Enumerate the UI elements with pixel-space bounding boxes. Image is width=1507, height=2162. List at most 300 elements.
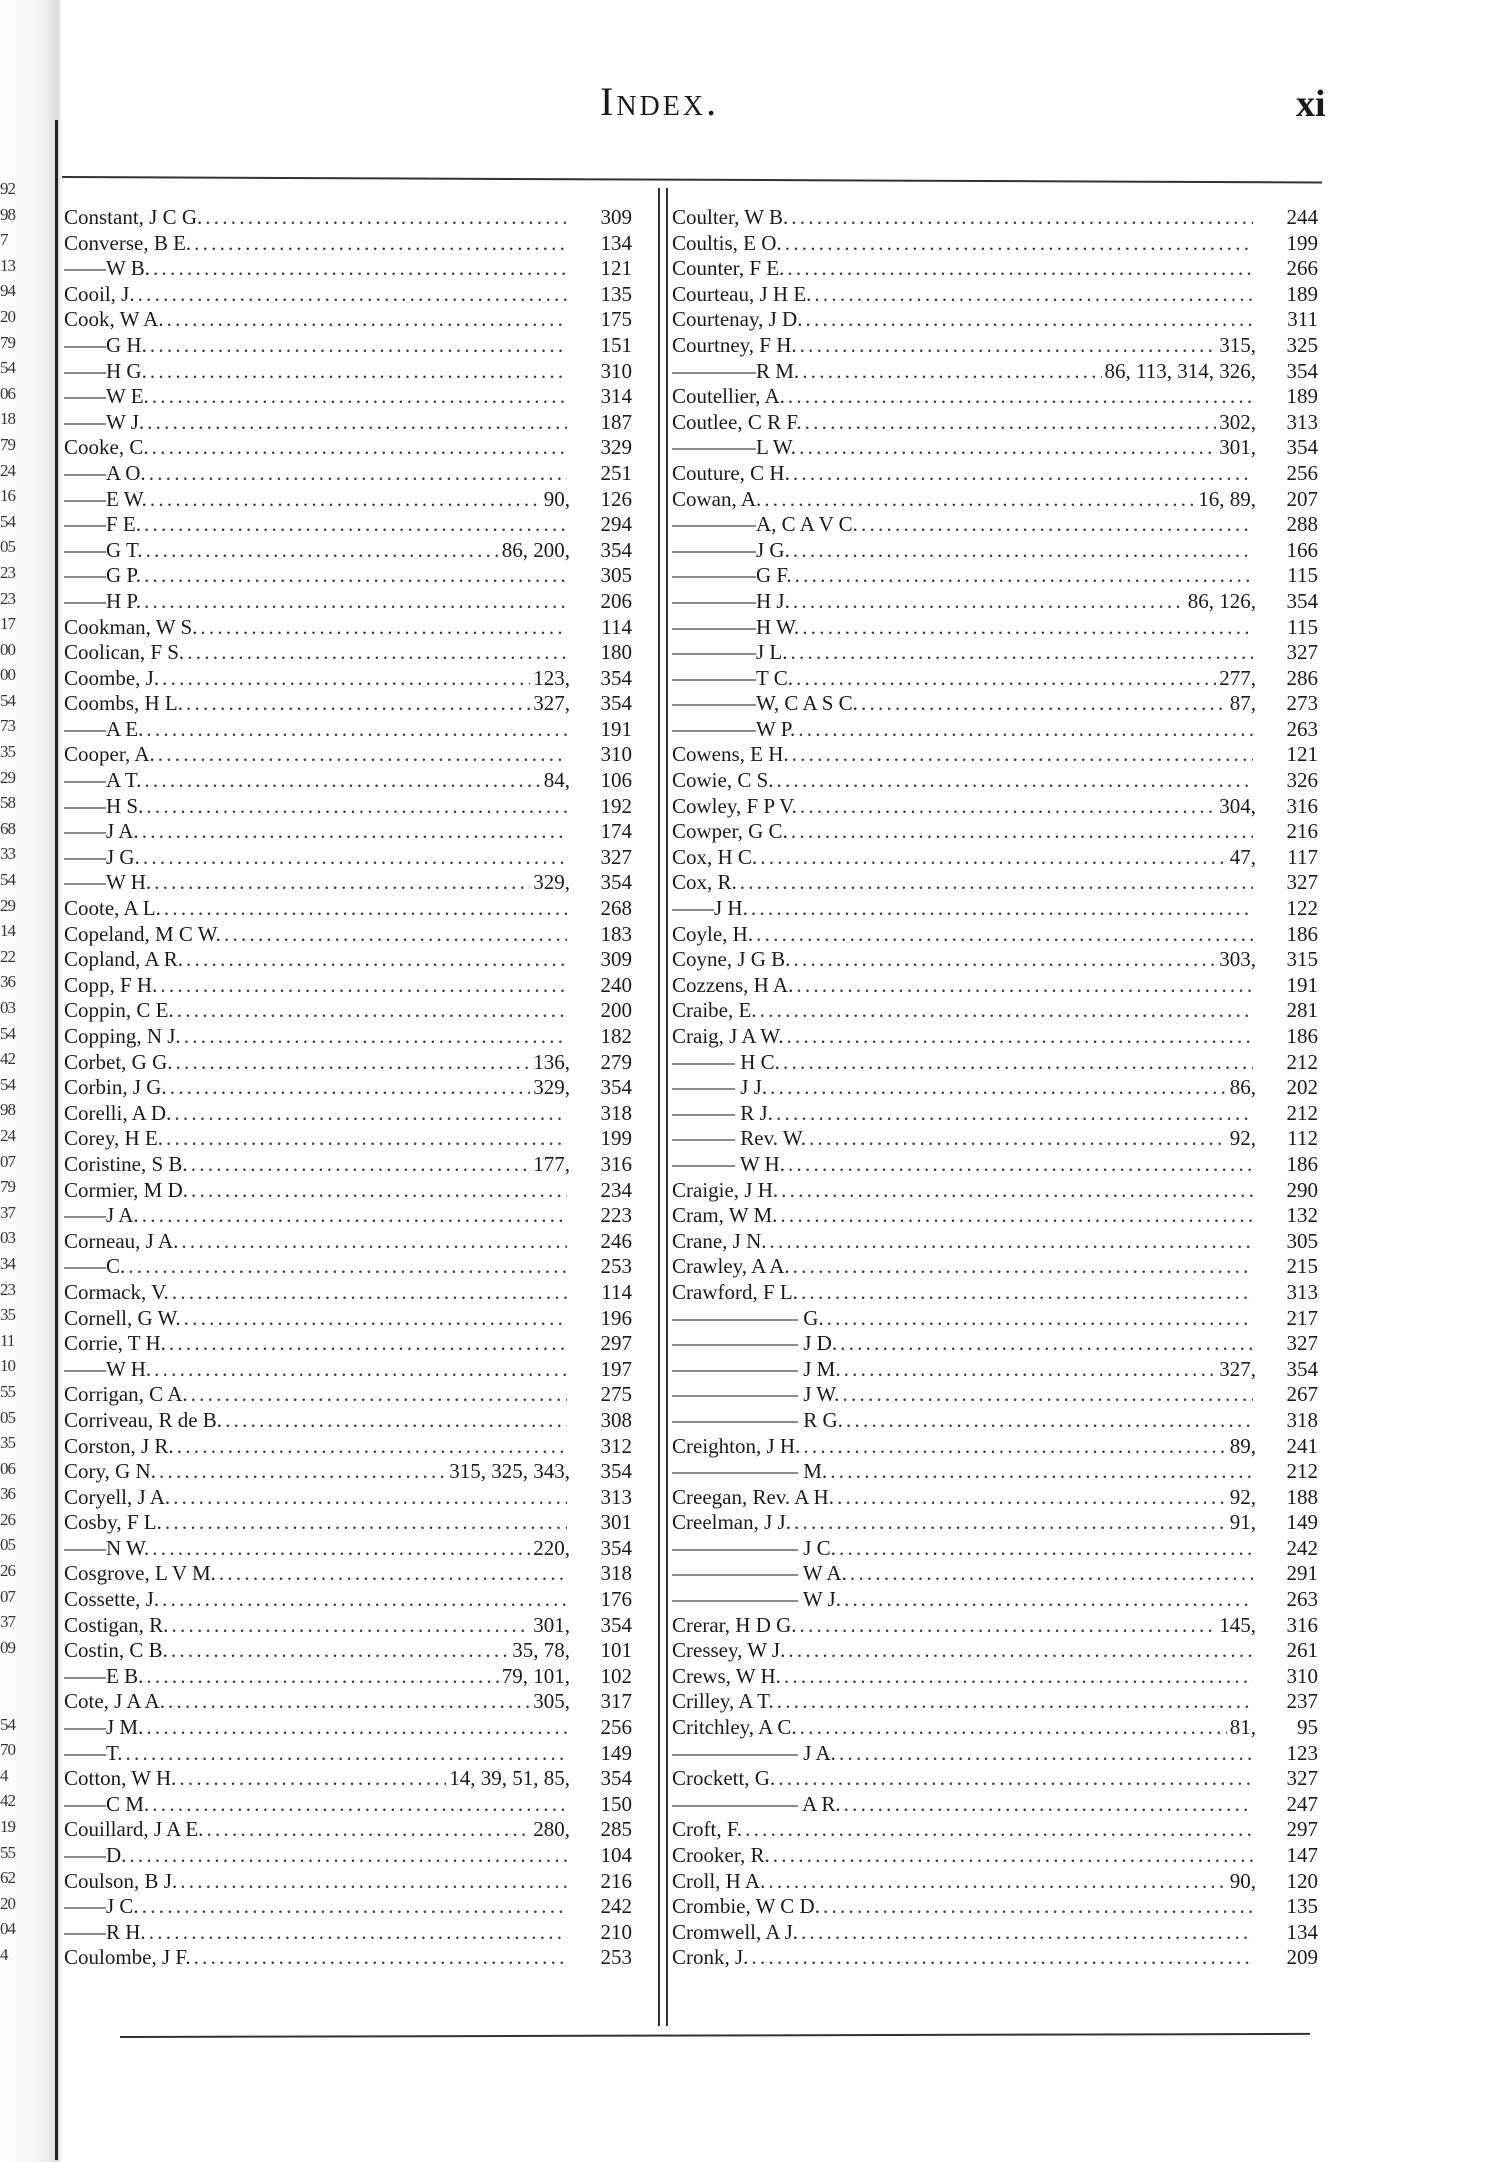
margin-fragment: 05: [0, 1407, 15, 1427]
entry-name: ————G F.: [672, 563, 792, 588]
entry-page-number: 316: [600, 1151, 632, 1176]
dot-leader: [186, 691, 530, 716]
index-entry: [672, 615, 1318, 641]
margin-fragment: 03: [0, 1228, 15, 1248]
index-entry: [672, 998, 1318, 1024]
entry-name: ——G T.: [64, 537, 143, 562]
index-entry: [672, 1766, 1318, 1792]
dot-leader: [171, 1638, 509, 1663]
index-entry: [672, 1869, 1318, 1895]
entry-additional-pages: 89,: [1229, 1433, 1256, 1458]
index-entry: [64, 870, 632, 896]
index-entry: [672, 1945, 1318, 1971]
index-entry: [672, 922, 1318, 948]
index-entry: [672, 973, 1318, 999]
index-entry: [64, 819, 632, 845]
dot-leader: [144, 768, 540, 793]
entry-page-number: 291: [1286, 1561, 1318, 1586]
margin-fragment: 79: [0, 1177, 15, 1197]
entry-name: ——H P.: [64, 588, 142, 613]
dot-leader: [798, 717, 1253, 742]
entry-page-number: 311: [1287, 307, 1318, 332]
entry-page-number: 101: [600, 1638, 632, 1663]
entry-name: ——E W.: [64, 486, 147, 511]
index-entry: [64, 1920, 632, 1946]
entry-page-number: 354: [1286, 588, 1318, 613]
margin-fragment: 23: [0, 562, 15, 582]
margin-fragment: 24: [0, 460, 15, 480]
dot-leader: [152, 384, 567, 409]
entry-name: Copeland, M C W.: [64, 921, 221, 946]
entry-page-number: 196: [600, 1305, 632, 1330]
index-entry: [64, 1792, 632, 1818]
entry-page-number: 313: [600, 1484, 632, 1509]
entry-name: ————W P.: [672, 716, 796, 741]
index-entry: [672, 691, 1318, 717]
dot-leader: [152, 1536, 530, 1561]
entry-page-number: 263: [1286, 716, 1318, 741]
dot-leader: [146, 538, 499, 563]
entry-page-number: 354: [600, 691, 632, 716]
entry-page-number: 316: [1286, 1612, 1318, 1637]
entry-page-number: 256: [1286, 460, 1318, 485]
index-entry: [672, 640, 1318, 666]
entry-page-number: 122: [1286, 896, 1318, 921]
index-entry: [672, 1178, 1318, 1204]
entry-name: Cotton, W H.: [64, 1766, 177, 1791]
index-entry: [672, 1306, 1318, 1332]
entry-name: Croll, H A.: [672, 1868, 766, 1893]
entry-name: ——F E.: [64, 512, 142, 537]
index-entry: [64, 1664, 632, 1690]
margin-fragment: [0, 1686, 16, 1712]
dot-leader: [225, 1408, 567, 1433]
index-entry: [672, 307, 1318, 333]
entry-page-number: 286: [1286, 665, 1318, 690]
dot-leader: [842, 1382, 1253, 1407]
index-entry: [672, 1152, 1318, 1178]
entry-page-number: 263: [1286, 1587, 1318, 1612]
entry-page-number: 267: [1286, 1382, 1318, 1407]
index-entry: [672, 1843, 1318, 1869]
entry-page-number: 120: [1286, 1868, 1318, 1893]
margin-fragment: 19: [0, 1817, 15, 1836]
entry-page-number: 199: [1286, 230, 1318, 255]
margin-fragment: 00: [0, 665, 15, 685]
margin-fragment: 55: [0, 1381, 15, 1401]
entry-name: ——J C.: [64, 1894, 139, 1919]
dot-leader: [861, 691, 1227, 716]
index-entry: [64, 691, 632, 717]
entry-page-number: 191: [1286, 972, 1318, 997]
dot-leader: [144, 589, 567, 614]
entry-name: Costigan, R.: [64, 1612, 169, 1637]
entry-name: Cowper, G C.: [672, 819, 788, 844]
index-entry: [672, 256, 1318, 282]
index-entry: [672, 742, 1318, 768]
margin-fragment: 07: [0, 1151, 15, 1171]
entry-page-number: 217: [1286, 1305, 1318, 1330]
entry-name: Craig, J A W.: [672, 1024, 784, 1048]
dot-leader: [814, 282, 1253, 307]
entry-page-number: 189: [1286, 384, 1318, 409]
entry-name: Constant, J C G.: [64, 205, 203, 229]
index-entry: [672, 1050, 1318, 1076]
entry-name: Crews, W H.: [672, 1663, 781, 1688]
index-entry: [64, 1741, 632, 1767]
margin-fragment: 17: [0, 614, 15, 634]
margin-fragment: 07: [0, 1586, 15, 1606]
entry-page-number: 329: [600, 435, 632, 460]
entry-name: Coombs, H L.: [64, 691, 184, 716]
entry-name: ——W E.: [64, 384, 149, 409]
entry-name: Coutellier, A.: [672, 384, 785, 409]
index-entry: [64, 1561, 632, 1587]
entry-page-number: 149: [1286, 1510, 1318, 1535]
entry-page-number: 256: [600, 1715, 632, 1740]
dot-leader: [168, 1689, 530, 1714]
dot-leader: [171, 1613, 530, 1638]
margin-fragment: 20: [0, 1893, 15, 1913]
index-entry: [64, 1536, 632, 1562]
dot-leader: [839, 1741, 1253, 1766]
index-entry: [672, 1689, 1318, 1715]
entry-name: Cormack, V.: [64, 1279, 169, 1304]
entry-name: —————— M.: [672, 1459, 828, 1484]
index-entry: [672, 1817, 1318, 1843]
entry-page-number: 354: [600, 1766, 632, 1791]
entry-name: Cooke, C.: [64, 435, 149, 460]
dot-leader: [800, 1715, 1227, 1740]
margin-fragment: 33: [0, 844, 15, 864]
entry-name: Craigie, J H.: [672, 1177, 779, 1202]
entry-additional-pages: 123,: [533, 665, 570, 690]
page-title: Index.: [600, 79, 720, 124]
dot-leader: [793, 538, 1253, 563]
index-entry: [64, 461, 632, 487]
index-entry: [64, 589, 632, 615]
entry-name: Cowie, C S.: [672, 768, 774, 793]
entry-page-number: 354: [600, 1612, 632, 1637]
dot-leader: [861, 512, 1253, 537]
dot-leader: [745, 1817, 1253, 1842]
entry-name: Cooper, A.: [64, 742, 155, 767]
entry-additional-pages: 329,: [533, 870, 570, 895]
index-entry: [64, 1843, 632, 1869]
index-entry: [64, 1126, 632, 1152]
entry-name: Coppin, C E.: [64, 998, 174, 1023]
entry-page-number: 244: [1286, 205, 1318, 229]
dot-leader: [129, 1843, 567, 1868]
dot-leader: [173, 1485, 567, 1510]
index-entry: [672, 1485, 1318, 1511]
dot-leader: [768, 1869, 1226, 1894]
dot-leader: [850, 1561, 1253, 1586]
dot-leader: [760, 998, 1253, 1023]
index-entry: [672, 666, 1318, 692]
dot-leader: [830, 1459, 1253, 1484]
dot-leader: [147, 410, 567, 435]
entry-page-number: 135: [600, 281, 632, 306]
index-entry: [64, 256, 632, 282]
dot-leader: [179, 1766, 446, 1791]
index-entry: [64, 359, 632, 385]
index-entry: [672, 1510, 1318, 1536]
dot-leader: [796, 666, 1216, 691]
entry-additional-pages: 86, 200,: [501, 537, 570, 562]
dot-leader: [791, 205, 1253, 230]
entry-name: Coutlee, C R F.: [672, 409, 802, 434]
dot-leader: [844, 1792, 1253, 1817]
entry-name: Corrie, T H.: [64, 1331, 166, 1356]
dot-leader: [751, 1945, 1253, 1970]
margin-fragment: 35: [0, 742, 15, 762]
entry-name: Coyne, J G B.: [672, 947, 791, 972]
entry-page-number: 327: [1286, 640, 1318, 665]
index-entry: [64, 742, 632, 768]
index-entry: [672, 1203, 1318, 1229]
entry-name: Crilley, A T.: [672, 1689, 774, 1714]
margin-fragment: 98: [0, 204, 15, 224]
index-entry: [672, 1741, 1318, 1767]
entry-page-number: 199: [600, 1126, 632, 1151]
entry-page-number: 102: [600, 1663, 632, 1688]
dot-leader: [796, 973, 1253, 998]
dot-leader: [150, 359, 567, 384]
index-entry: [64, 538, 632, 564]
index-entry: [672, 589, 1318, 615]
dot-leader: [756, 922, 1253, 947]
index-entry: [64, 947, 632, 973]
index-entry: [64, 1203, 632, 1229]
index-entry: [64, 1331, 632, 1357]
previous-page-margin-fragments: [0, 176, 16, 1968]
index-entry: [64, 1280, 632, 1306]
dot-leader: [138, 282, 567, 307]
entry-name: Crooker, R.: [672, 1843, 770, 1867]
entry-name: ————A, C A V C.: [672, 512, 858, 537]
entry-name: ——W J.: [64, 409, 145, 434]
index-entry: [672, 1357, 1318, 1383]
entry-page-number: 354: [600, 1535, 632, 1560]
entry-page-number: 310: [600, 742, 632, 767]
entry-page-number: 180: [600, 640, 632, 665]
margin-fragment: 4: [0, 1944, 8, 1964]
entry-additional-pages: 304,: [1219, 793, 1256, 818]
index-entry: [672, 870, 1318, 896]
entry-page-number: 216: [600, 1868, 632, 1893]
dot-leader: [142, 819, 567, 844]
entry-page-number: 281: [1286, 998, 1318, 1023]
entry-additional-pages: 277,: [1219, 665, 1256, 690]
index-entry: [64, 1766, 632, 1792]
dot-leader: [176, 1050, 531, 1075]
entry-page-number: 261: [1286, 1638, 1318, 1663]
margin-fragment: 23: [0, 1279, 15, 1299]
index-entry: [64, 307, 632, 333]
entry-name: —————— J M.: [672, 1356, 841, 1381]
margin-fragment: 29: [0, 895, 15, 915]
dot-leader: [788, 1638, 1253, 1663]
index-entry: [672, 487, 1318, 513]
entry-name: ——A E.: [64, 716, 144, 741]
dot-leader: [162, 666, 530, 691]
index-column-right: [672, 205, 1318, 1971]
entry-name: Cowens, E H.: [672, 742, 789, 767]
index-entry: [64, 615, 632, 641]
entry-name: Creelman, J J.: [672, 1510, 791, 1535]
entry-additional-pages: 92,: [1229, 1484, 1256, 1509]
margin-fragment: 98: [0, 1100, 15, 1120]
margin-fragment: 09: [0, 1637, 15, 1657]
entry-page-number: 325: [1286, 332, 1318, 357]
index-entry: [64, 1075, 632, 1101]
index-entry: [672, 563, 1318, 589]
entry-name: ——J A.: [64, 1203, 139, 1228]
entry-name: ————J G.: [672, 537, 790, 562]
margin-fragment: 54: [0, 358, 15, 378]
entry-page-number: 279: [600, 1049, 632, 1074]
margin-fragment: 00: [0, 639, 15, 659]
entry-name: Cox, R.: [672, 870, 737, 895]
dot-leader: [791, 640, 1254, 665]
entry-page-number: 354: [600, 870, 632, 895]
dot-leader: [809, 1126, 1227, 1151]
entry-additional-pages: 136,: [533, 1049, 570, 1074]
dot-leader: [760, 845, 1227, 870]
entry-name: ——H S.: [64, 793, 144, 818]
entry-page-number: 191: [600, 716, 632, 741]
margin-fragment: 10: [0, 1356, 15, 1376]
dot-leader: [770, 1075, 1227, 1100]
margin-fragment: 20: [0, 306, 15, 326]
index-entry: [64, 487, 632, 513]
index-entry: [672, 333, 1318, 359]
entry-page-number: 318: [1286, 1407, 1318, 1432]
dot-leader: [142, 1894, 567, 1919]
entry-additional-pages: 301,: [533, 1612, 570, 1637]
page-number: xi: [1296, 83, 1326, 125]
margin-fragment: 26: [0, 1561, 15, 1581]
entry-page-number: 183: [600, 921, 632, 946]
dot-leader: [172, 1280, 567, 1305]
entry-name: ——W B.: [64, 256, 150, 281]
entry-name: Cowan, A.: [672, 486, 762, 511]
entry-page-number: 246: [600, 1228, 632, 1253]
index-entry: [64, 1587, 632, 1613]
dot-leader: [152, 1792, 567, 1817]
dot-leader: [191, 1152, 531, 1177]
entry-page-number: 241: [1286, 1433, 1318, 1458]
index-entry: [672, 1792, 1318, 1818]
entry-page-number: 273: [1286, 691, 1318, 716]
entry-page-number: 309: [600, 205, 632, 229]
entry-page-number: 121: [600, 256, 632, 281]
dot-leader: [776, 1101, 1253, 1126]
index-entry: [64, 1817, 632, 1843]
margin-fragment: 79: [0, 332, 15, 352]
entry-page-number: 242: [600, 1894, 632, 1919]
margin-fragment: 92: [0, 179, 15, 198]
entry-page-number: 268: [600, 896, 632, 921]
index-entry: [672, 1613, 1318, 1639]
top-rule: [62, 176, 1322, 183]
entry-page-number: 354: [600, 537, 632, 562]
dot-leader: [206, 1817, 530, 1842]
dot-leader: [788, 384, 1253, 409]
index-entry: [64, 1434, 632, 1460]
entry-name: —————— J A.: [672, 1740, 836, 1765]
entry-name: ——W H.: [64, 870, 152, 895]
margin-fragment: 35: [0, 1433, 15, 1453]
entry-name: —————— J C.: [672, 1535, 836, 1560]
entry-name: Coryell, J A.: [64, 1484, 171, 1509]
margin-fragment: 7: [0, 230, 8, 250]
entry-name: Converse, B E.: [64, 230, 192, 255]
entry-additional-pages: 315, 325, 343,: [449, 1459, 570, 1484]
margin-fragment: 05: [0, 537, 15, 557]
margin-fragment: 03: [0, 998, 15, 1017]
entry-page-number: 126: [600, 486, 632, 511]
index-entry: [64, 1638, 632, 1664]
margin-fragment: 29: [0, 767, 15, 787]
entry-page-number: 285: [600, 1817, 632, 1842]
dot-leader: [778, 1766, 1253, 1791]
entry-additional-pages: 302,: [1219, 409, 1256, 434]
dot-leader: [769, 1229, 1253, 1254]
entry-page-number: 237: [1286, 1689, 1318, 1714]
entry-page-number: 182: [600, 1024, 632, 1048]
entry-name: Couture, C H.: [672, 460, 790, 485]
index-entry: [64, 768, 632, 794]
entry-additional-pages: 327,: [1219, 1356, 1256, 1381]
index-entry: [64, 1306, 632, 1332]
entry-name: ————J L.: [672, 640, 788, 665]
entry-page-number: 176: [600, 1587, 632, 1612]
dot-leader: [146, 794, 567, 819]
index-entry: [672, 461, 1318, 487]
dot-leader: [827, 1306, 1253, 1331]
margin-fragment: 62: [0, 1868, 15, 1888]
entry-page-number: 317: [600, 1689, 632, 1714]
index-entry: [64, 410, 632, 436]
entry-additional-pages: 90,: [1229, 1868, 1256, 1893]
column-divider: [658, 188, 668, 2026]
entry-name: ——— R J.: [672, 1100, 773, 1125]
margin-fragment: 94: [0, 281, 15, 301]
dot-leader: [184, 1024, 567, 1049]
dot-leader: [773, 1843, 1253, 1868]
entry-additional-pages: 220,: [533, 1535, 570, 1560]
entry-name: ——C.: [64, 1254, 126, 1279]
index-entry: [64, 384, 632, 410]
dot-leader: [795, 563, 1253, 588]
entry-name: ——E B.: [64, 1663, 144, 1688]
index-entry: [672, 410, 1318, 436]
entry-page-number: 290: [1286, 1177, 1318, 1202]
margin-fragment: 73: [0, 716, 15, 736]
dot-leader: [793, 947, 1216, 972]
dot-leader: [802, 615, 1253, 640]
entry-name: Craibe, E.: [672, 998, 757, 1023]
entry-name: Crerar, H D G.: [672, 1612, 797, 1637]
dot-leader: [783, 1050, 1253, 1075]
dot-leader: [180, 1869, 567, 1894]
index-entry: [672, 845, 1318, 871]
entry-name: ——— H C.: [672, 1049, 780, 1074]
margin-fragment: 54: [0, 511, 15, 531]
index-entry: [64, 512, 632, 538]
